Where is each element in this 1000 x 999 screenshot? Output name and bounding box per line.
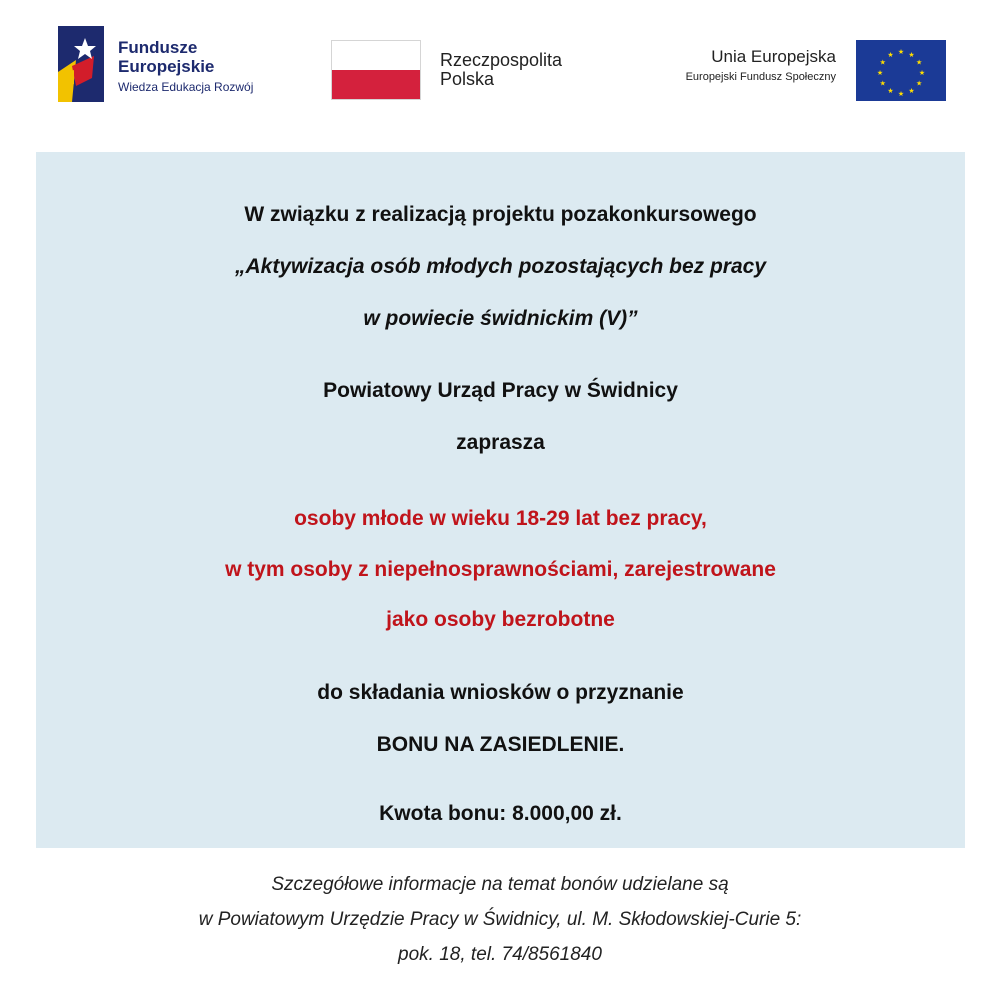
- polish-flag-icon: [331, 40, 421, 100]
- fe-logo-text: [118, 38, 253, 94]
- bonus-amount: Kwota bonu: 8.000,00 zł.: [379, 802, 622, 825]
- purpose-text: do składania wniosków o przyznanie: [317, 681, 684, 704]
- svg-text:★: ★: [908, 87, 915, 96]
- svg-text:★: ★: [908, 50, 915, 59]
- intro-text: W związku z realizacją projektu pozakonkursowego: [244, 203, 757, 226]
- footer-line3: pok. 18, tel. 74/8561840: [398, 944, 602, 965]
- footer-line2: w Powiatowym Urzędzie Pracy w Świdnicy, ul. M. Skłodowskiej-Curie 5:: [198, 909, 802, 930]
- svg-text:★: ★: [918, 69, 926, 77]
- svg-text:★: ★: [897, 90, 905, 98]
- logo-bar: [0, 0, 1000, 140]
- ue-line2: Europejski Fundusz Społeczny: [685, 71, 836, 83]
- project-title-line1: „Aktywizacja osób młodych pozostających bez pracy: [235, 255, 766, 278]
- svg-text:★: ★: [887, 87, 894, 96]
- svg-text:★: ★: [879, 58, 886, 67]
- eu-flag-icon: [856, 40, 946, 101]
- rp-line1: Rzeczpospolita: [440, 50, 563, 70]
- svg-text:★: ★: [876, 69, 884, 77]
- fe-star-mark-icon: [58, 26, 104, 102]
- fe-line2: Europejskie: [118, 57, 215, 76]
- target-group-line3: jako osoby bezrobotne: [386, 608, 615, 631]
- fe-line3: Wiedza Edukacja Rozwój: [118, 80, 254, 94]
- unia-europejska-logo: [640, 40, 946, 102]
- announcement-panel: [36, 152, 965, 848]
- svg-text:★: ★: [887, 50, 894, 59]
- project-title-line2: w powiecie świdnickim (V)”: [363, 307, 638, 330]
- svg-text:★: ★: [879, 79, 886, 88]
- invites-text: zaprasza: [456, 431, 545, 454]
- rp-logo-text: [440, 51, 562, 89]
- rp-line2: Polska: [440, 69, 495, 89]
- bonus-title: BONU NA ZASIEDLENIE.: [376, 733, 625, 756]
- svg-text:★: ★: [916, 79, 923, 88]
- ue-line1: Unia Europejska: [711, 47, 836, 66]
- target-group-line2: w tym osoby z niepełnosprawnościami, zarejestrowane: [225, 558, 776, 581]
- office-name: Powiatowy Urząd Pracy w Świdnicy: [323, 379, 678, 402]
- footer-line1: Szczegółowe informacje na temat bonów udzielane są: [271, 874, 729, 895]
- ue-logo-text: [686, 47, 836, 83]
- svg-text:★: ★: [897, 48, 905, 56]
- fe-line1: Fundusze: [118, 38, 198, 57]
- svg-text:★: ★: [916, 58, 923, 67]
- target-group-line1: osoby młode w wieku 18-29 lat bez pracy,: [294, 507, 707, 530]
